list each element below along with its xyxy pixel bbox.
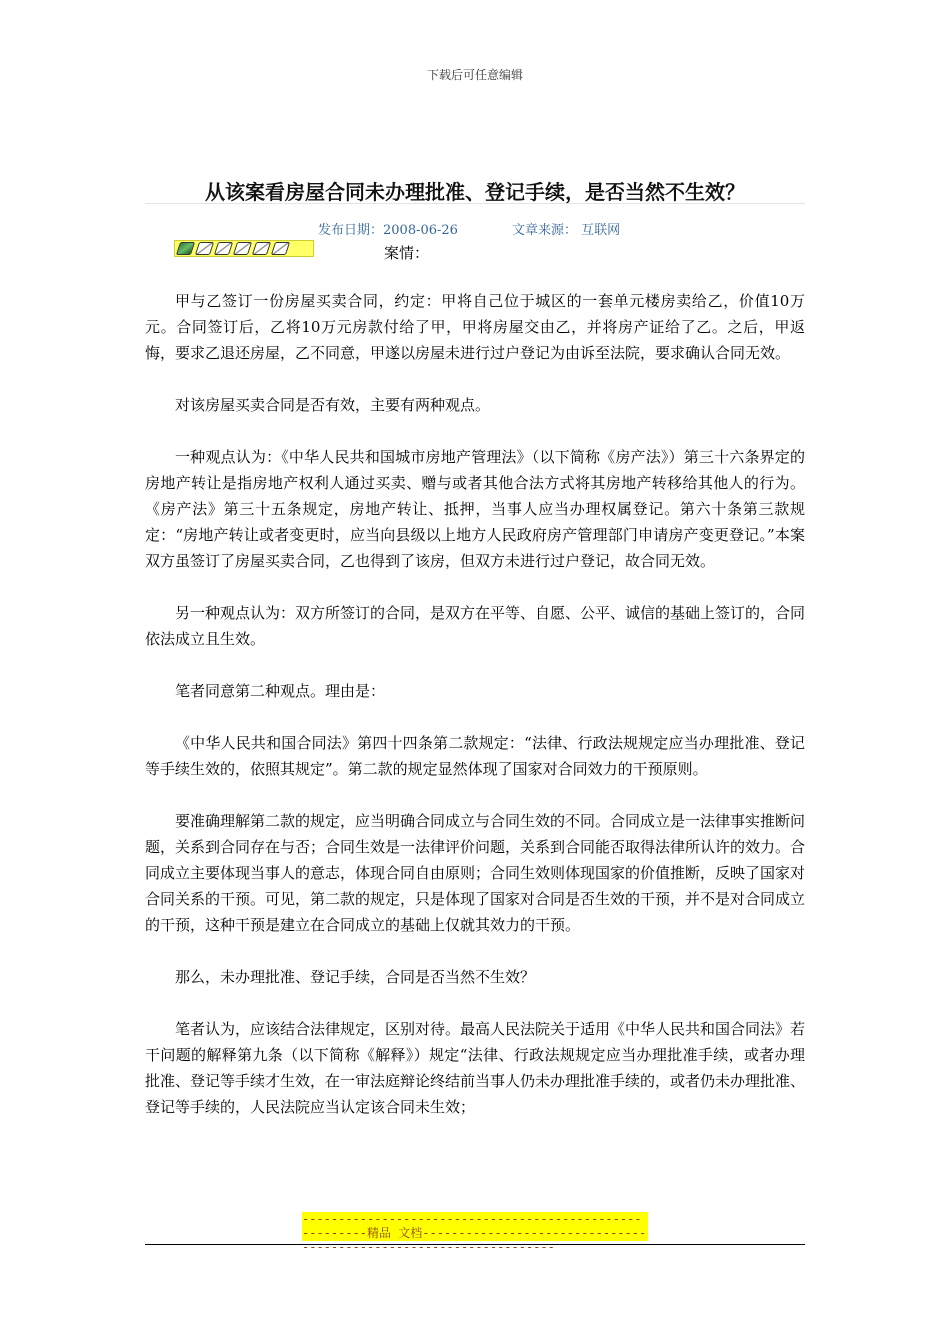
green-pen-icon	[176, 242, 195, 255]
paragraph: 《中华人民共和国合同法》第四十四条第二款规定：“法律、行政法规规定应当办理批准、登记等手续生效的，依照其规定”。第二款的规定显然体现了国家对合同效力的干预原则。	[145, 734, 805, 778]
paragraph: 笔者认为，应该结合法律规定，区别对待。最高人民法院关于适用《中华人民共和国合同法》若干问题的解释第九条（以下简称《解释》）规定“法律、行政法规规定应当办理批准手续，或者办理批准、登记等手续才生效，在一审法庭辩论终结前当事人仍未办理批准手续的，或者仍未办理批准、登记等手续的，人民法院应当认定该合同未生效；	[145, 1020, 806, 1116]
footer-watermark: --------------------------------------------------------精品 文档------------------------------------------------------------------	[302, 1212, 647, 1254]
pen-icon	[214, 242, 233, 255]
header-note: 下载后可任意编辑	[426, 68, 523, 82]
pen-icon	[233, 242, 252, 255]
paragraph: 甲与乙签订一份房屋买卖合同，约定：甲将自己位于城区的一套单元楼房卖给乙，价值10万元。合同签订后，乙将10万元房款付给了甲，甲将房屋交由乙，并将房产证给了乙。之后，甲返悔，要求乙退还房屋，乙不同意，甲遂以房屋未进行过户登记为由诉至法院，要求确认合同无效。	[145, 292, 805, 362]
case-label: 案情：	[384, 244, 430, 262]
paragraph: 另一种观点认为：双方所签订的合同，是双方在平等、自愿、公平、诚信的基础上签订的，合同依法成立且生效。	[145, 604, 806, 648]
paragraph: 要准确理解第二款的规定，应当明确合同成立与合同生效的不同。合同成立是一法律事实推断问题，关系到合同存在与否；合同生效是一法律评价问题，关系到合同能否取得法律所认许的效力。合同成立主要体现当事人的意志，体现合同自由原则；合同生效则体现国家的价值推断，反映了国家对合同关系的干预。可见，第二款的规定，只是体现了国家对合同是否生效的干预，并不是对合同成立的干预，这种干预是建立在合同成立的基础上仅就其效力的干预。	[145, 812, 806, 934]
article-body	[145, 288, 805, 1146]
pen-icon	[252, 242, 271, 255]
pen-icon	[271, 242, 290, 255]
paragraph: 一种观点认为：《中华人民共和国城市房地产管理法》（以下简称《房产法》）第三十六条界定的房地产转让是指房地产权利人通过买卖、赠与或者其他合法方式将其房地产转移给其他人的行为。《房产法》第三十五条规定，房地产转让、抵押，当事人应当办理权属登记。第六十条第三款规定：“房地产转让或者变更时，应当向县级以上地方人民政府房产管理部门申请房产变更登记。”本案双方虽签订了房屋买卖合同，乙也得到了该房，但双方未进行过户登记，故合同无效。	[145, 448, 805, 570]
paragraph: 笔者同意第二种观点。理由是：	[175, 682, 386, 700]
paragraph: 对该房屋买卖合同是否有效，主要有两种观点。	[175, 396, 491, 414]
title-divider	[145, 203, 805, 204]
paragraph: 那么，未办理批准、登记手续，合同是否当然不生效？	[175, 968, 536, 986]
rating-bar	[174, 240, 314, 257]
article-source: 文章来源： 互联网	[512, 223, 621, 238]
footer-divider	[145, 1244, 805, 1245]
article-title: 从该案看房屋合同未办理批准、登记手续，是否当然不生效？	[205, 180, 745, 204]
publish-date: 发布日期：2008-06-26	[318, 223, 458, 238]
pen-icon	[195, 242, 214, 255]
